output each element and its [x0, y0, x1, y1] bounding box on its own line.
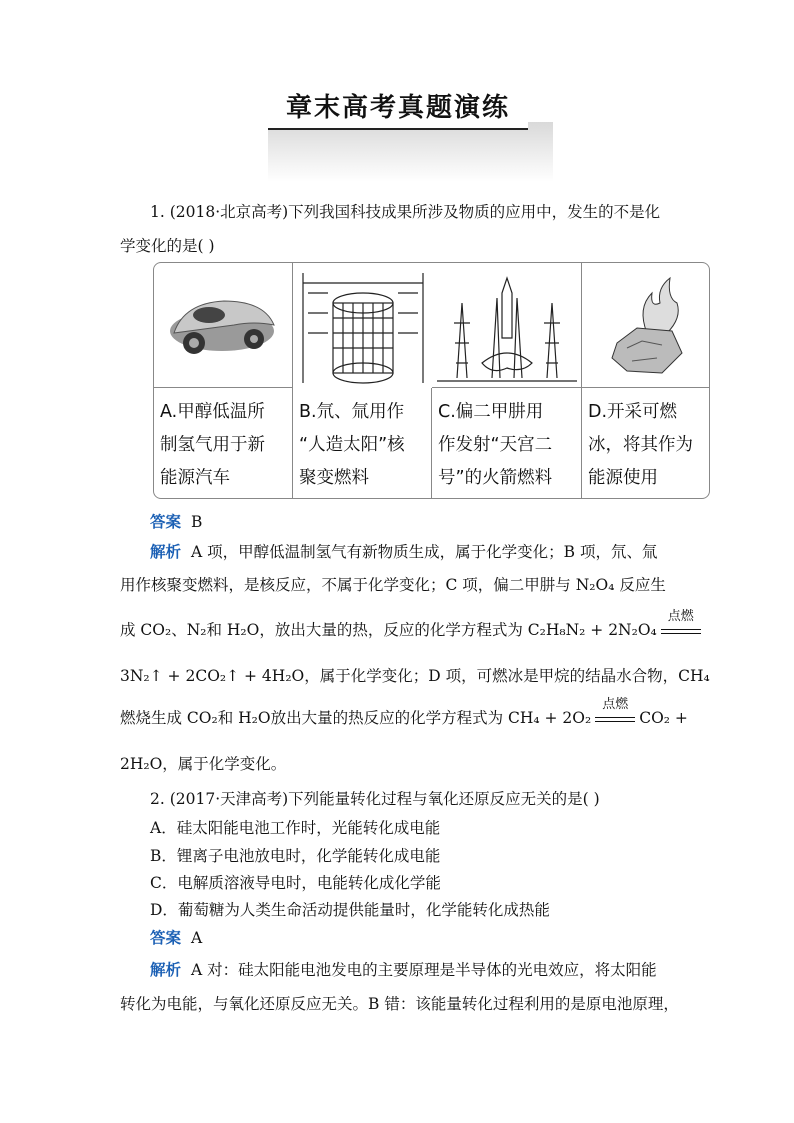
reaction-condition	[595, 697, 635, 729]
analysis-text: A 对：硅太阳能电池发电的主要原理是半导体的光电效应，将太阳能	[191, 961, 657, 979]
q1-stem-line1: 1. (2018·北京高考)下列我国科技成果所涉及物质的应用中，发生的不是化	[150, 203, 661, 221]
analysis-tag: 解析	[150, 960, 182, 979]
q2-analysis-line2: 转化为电能，与氧化还原反应无关。B 错：该能量转化过程利用的是原电池原理，	[120, 995, 679, 1013]
analysis-text: A 项，甲醇低温制氢气有新物质生成，属于化学变化；B 项，氘、氚	[191, 543, 658, 561]
rocket-launch-image	[432, 263, 582, 388]
option-b	[293, 388, 432, 498]
fusion-reactor-image	[293, 263, 432, 388]
option-b-line1: B.氘、氚用作	[299, 402, 405, 422]
car-image	[154, 263, 293, 388]
condition-label: 点燃	[667, 609, 694, 624]
q2-option-a: A．硅太阳能电池工作时，光能转化成电能	[150, 819, 441, 837]
option-d-line3: 能源使用	[588, 468, 658, 488]
q1-answer	[150, 510, 202, 532]
chapter-title-banner	[268, 88, 553, 180]
analysis-tag: 解析	[150, 542, 182, 561]
analysis-text: 成 CO₂、N₂和 H₂O，放出大量的热，反应的化学方程式为 C₂H₈N₂ + 2N₂O₄	[120, 621, 657, 639]
q1-analysis-line5	[120, 697, 688, 729]
q1-stem-line2: 学变化的是( )	[120, 237, 215, 255]
option-a-line1: A.甲醇低温所	[160, 402, 265, 422]
reaction-condition	[661, 609, 701, 641]
answer-value: A	[191, 929, 203, 947]
option-a-line3: 能源汽车	[160, 468, 230, 488]
option-c-line3: 号”的火箭燃料	[438, 468, 553, 488]
q2-analysis-line1	[150, 958, 657, 980]
q2-option-c: C．电解质溶液导电时，电能转化成化学能	[150, 874, 441, 892]
option-d	[582, 388, 709, 498]
q2-option-b: B．锂离子电池放电时，化学能转化成电能	[150, 847, 441, 865]
q2-stem: 2. (2017·天津高考)下列能量转化过程与氧化还原反应无关的是( )	[150, 790, 600, 808]
option-a-line2: 制氢气用于新	[160, 435, 265, 455]
q1-analysis-line1	[150, 540, 657, 562]
option-c-line1: C.偏二甲肼用	[438, 402, 544, 422]
q1-analysis-line4: 3N₂↑ + 2CO₂↑ + 4H₂O，属于化学变化；D 项，可燃冰是甲烷的结晶水合物，CH₄	[120, 667, 710, 685]
chapter-title: 章末高考真题演练	[268, 88, 528, 130]
option-c	[432, 388, 582, 498]
option-b-line3: 聚变燃料	[299, 468, 369, 488]
q1-analysis-line6: 2H₂O，属于化学变化。	[120, 755, 287, 773]
q1-analysis-line3	[120, 609, 705, 641]
answer-tag: 答案	[150, 512, 182, 531]
option-b-line2: “人造太阳”核	[299, 435, 405, 455]
analysis-text: CO₂ +	[639, 709, 688, 727]
q2-answer	[150, 926, 202, 948]
answer-value: B	[191, 513, 203, 531]
title-shadow	[268, 122, 553, 182]
option-a	[154, 388, 293, 498]
q2-option-d: D．葡萄糖为人类生命活动提供能量时，化学能转化成热能	[150, 901, 550, 919]
q1-options-table	[153, 262, 710, 499]
burning-ice-image	[582, 263, 709, 388]
option-c-line2: 作发射“天宫二	[438, 435, 553, 455]
option-d-line2: 冰，将其作为	[588, 435, 693, 455]
analysis-text: 燃烧生成 CO₂和 H₂O放出大量的热反应的化学方程式为 CH₄ + 2O₂	[120, 709, 592, 727]
option-d-line1: D.开采可燃	[588, 402, 678, 422]
q1-analysis-line2: 用作核聚变燃料，是核反应，不属于化学变化；C 项，偏二甲肼与 N₂O₄ 反应生	[120, 576, 666, 594]
answer-tag: 答案	[150, 928, 182, 947]
condition-label: 点燃	[602, 697, 629, 712]
